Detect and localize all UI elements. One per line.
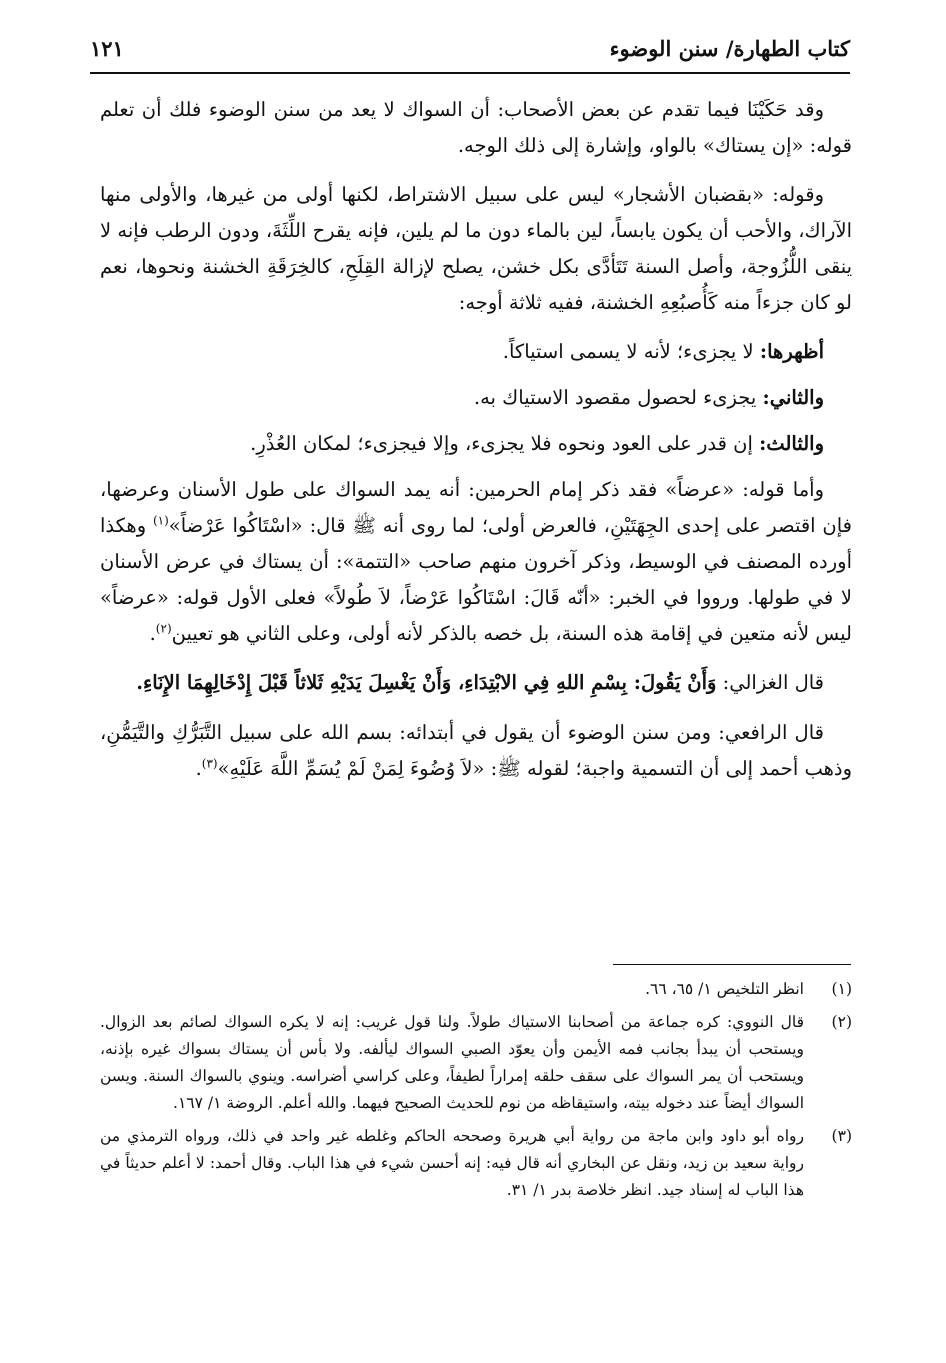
footnotes xyxy=(100,976,852,1210)
option-1-lead: أظهرها: xyxy=(759,340,824,363)
footnote xyxy=(100,976,852,1003)
option-2 xyxy=(100,380,852,416)
footnote-number: (١) xyxy=(831,980,852,998)
option-3-text: إن قدر على العود ونحوه فلا يجزىء، وإلا فيجزىء؛ لمكان العُذْرِ. xyxy=(250,432,753,455)
option-1-text: لا يجزىء؛ لأنه لا يسمى استياكاً. xyxy=(502,340,754,363)
paragraph-4-end: . xyxy=(195,757,202,780)
paragraph-2: وقوله: «بقضبان الأشجار» ليس على سبيل الاشتراط، لكنها أولى من غيرها، والأولى منها الآراك، والأحب أن يكون يابساً، لين بالماء دون ما لم يلين، فإنه يقرح اللِّثَةَ، ودون الرطب فإنه لا ينقى اللُّزُوجة، وأصل السنة تَتَأدَّى بكل خشن، يصلح لإزالة القِلَحِ، كالخِرَقَةِ الخشنة ونحوها، نعم لو كان جزءاً منه كَأُصبُعِهِ الخشنة، ففيه ثلاثة أوجه: xyxy=(100,183,852,314)
paragraph-3 xyxy=(100,472,852,652)
footnote-text: قال النووي: كره جماعة من أصحابنا الاستياك طولاً. ولنا قول غريب: إنه لا يكره السواك لصائم بعد الزوال. ويستحب أن يبدأ بجانب فمه الأيمن وأن يعوّد الصبي السواك ليألفه. ولا بأس أن يستاك بسواك غيره بإذنه، ويستحب أن يمر السواك على سقف حلقه إمراراً لطيفاً، وعلى كراسي أضراسه. وينوي بالسواك السنة. ويسن السواك أيضاً عند دخوله بيته، واستيقاظه من نوم للحديث الصحيح فيهما. والله أعلم. الروضة ١/ ١٦٧. xyxy=(100,1013,804,1112)
footnote-number: (٣) xyxy=(831,1127,852,1145)
paragraph-4 xyxy=(100,715,852,787)
running-header xyxy=(90,28,850,74)
option-3-lead: والثالث: xyxy=(759,432,824,455)
option-1 xyxy=(100,334,852,370)
footnote xyxy=(100,1009,852,1117)
paragraph-4-text: قال الرافعي: ومن سنن الوضوء أن يقول في أبتدائه: بسم الله على سبيل التَّبَرُّكِ والتَّيَمُّنِ، وذهب أحمد إلى أن التسمية واجبة؛ لقوله ﷺ: «لاَ وُضُوءَ لِمَنْ لَمْ يُسَمِّ اللَّهَ عَلَيْهِ» xyxy=(100,721,852,780)
option-2-lead: والثاني: xyxy=(762,386,824,409)
footnote-text: انظر التلخيص ١/ ٦٥، ٦٦. xyxy=(645,980,804,998)
chapter-title: كتاب الطهارة/ سنن الوضوء xyxy=(609,36,850,61)
footnote-text: رواه أبو داود وابن ماجة من رواية أبي هريرة وصححه الحاكم وغلطه غير واحد في ذلك، ورواه الترمذي من رواية سعيد بن زيد، ونقل عن البخاري أنه قال فيه: إنه أحسن شيء في هذا الباب. وقال أحمد: لا أعلم حديثاً في هذا الباب له إسناد جيد. انظر خلاصة بدر ١/ ٣١. xyxy=(100,1127,804,1199)
option-3 xyxy=(100,426,852,462)
footnote xyxy=(100,1123,852,1204)
header-rule xyxy=(90,72,850,74)
footnote-ref-2: (٢) xyxy=(155,621,172,636)
footnote-ref-1: (١) xyxy=(152,513,169,528)
ghazali-quote: وَأَنْ يَقُولَ: بِسْمِ اللهِ فِي الابْتِدَاءِ، وَأَنْ يَغْسِلَ يَدَيْهِ ثَلاثاً قَبْلَ إِدْخَالِهِمَا الإِنَاءِ. xyxy=(136,671,717,694)
ghazali-lead: قال الغزالي: xyxy=(722,671,824,694)
main-text xyxy=(100,92,852,800)
paragraph-3-part-b: وهكذا أورده المصنف في الوسيط، وذكر آخرون منهم صاحب «التتمة»: أن يستاك في عرض الأسنان لا في طولها. ورووا في الخبر: «أنّه قَالَ: اسْتَاكُوا عَرْضاً، لاَ طُولاً» فعلى الأول قوله: «عرضاً» ليس لأنه متعين في إقامة هذه السنة، بل خصه بالذكر لأنه أولى، وعلى الثاني هو تعيين xyxy=(100,514,852,645)
paragraph-3-end: . xyxy=(149,622,156,645)
footnote-ref-3: (٣) xyxy=(201,756,218,771)
footnote-separator xyxy=(613,964,851,965)
footnote-number: (٢) xyxy=(831,1013,852,1031)
ghazali-quote-paragraph xyxy=(100,665,852,701)
option-2-text: يجزىء لحصول مقصود الاستياك به. xyxy=(473,386,757,409)
paragraph-3-part-a: وأما قوله: «عرضاً» فقد ذكر إمام الحرمين: أنه يمد السواك على طول الأسنان وعرضها، فإن اقتصر على إحدى الجِهَتَيْنِ، فالعرض أولى؛ لما روى أنه ﷺ قال: «اسْتَاكُوا عَرْضاً» xyxy=(100,478,853,537)
page-number: ١٢١ xyxy=(90,36,124,61)
paragraph-1: وقد حَكَيْنَا فيما تقدم عن بعض الأصحاب: أن السواك لا يعد من سنن الوضوء فلك أن تعلم قوله: «إن يستاك» بالواو، وإشارة إلى ذلك الوجه. xyxy=(100,98,852,157)
